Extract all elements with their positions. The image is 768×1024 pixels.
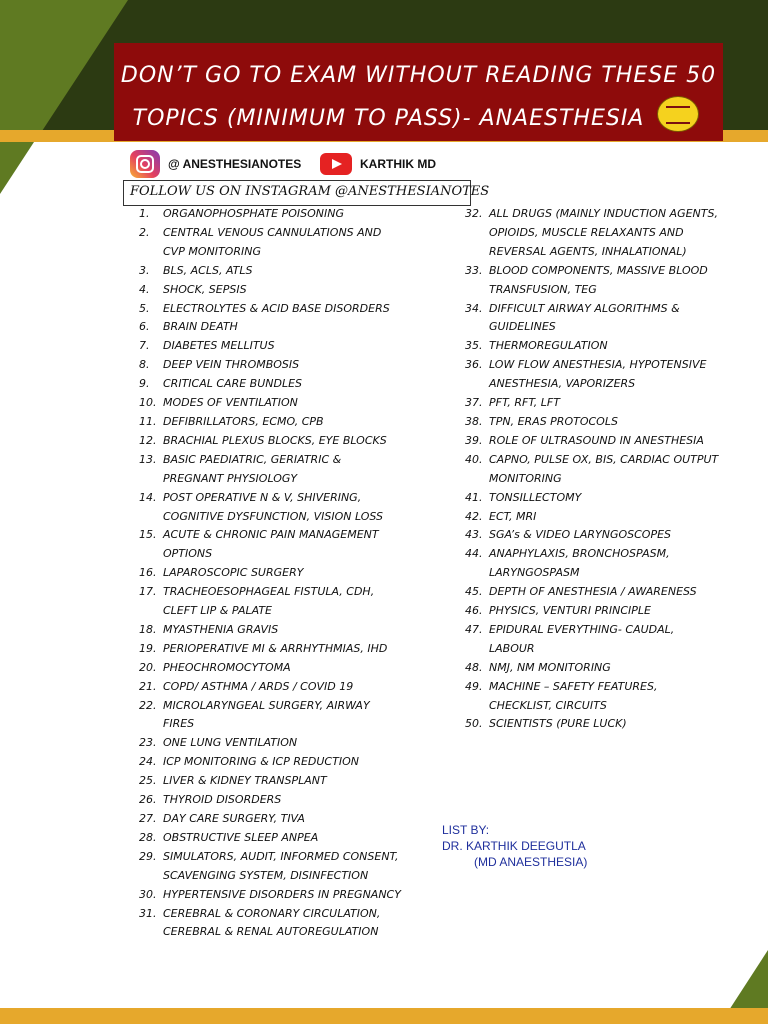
title-banner	[114, 43, 723, 141]
author-name: DR. KARTHIK DEEGUTLA	[442, 839, 586, 853]
topic-number: 2.	[139, 225, 150, 239]
topic-number: 32.	[465, 207, 483, 220]
topic-text: ROLE OF ULTRASOUND IN ANESTHESIA	[489, 433, 704, 447]
topic-item	[139, 451, 401, 489]
topic-text: BRACHIAL PLEXUS BLOCKS, EYE BLOCKS	[163, 433, 387, 447]
instagram-icon	[130, 150, 160, 178]
topic-number: 42.	[465, 509, 483, 523]
signature-label: LIST BY:	[442, 823, 490, 837]
topic-number: 41.	[465, 490, 483, 504]
topic-text: POST OPERATIVE N & V, SHIVERING, COGNITIVE DYSFUNCTION, VISION LOSS	[163, 490, 383, 523]
topic-item	[465, 545, 721, 583]
topic-number: 7.	[139, 339, 150, 353]
topic-item	[465, 262, 721, 300]
topic-item	[139, 413, 401, 432]
topic-item	[139, 356, 401, 375]
topic-item	[139, 791, 401, 810]
topic-text: MODES OF VENTILATION	[163, 396, 298, 410]
topic-item	[465, 715, 721, 734]
topic-text: ALL DRUGS (MAINLY INDUCTION AGENTS, OPIOIDS, MUSCLE RELAXANTS AND REVERSAL AGENTS, INHALATIONAL)	[489, 207, 718, 258]
topic-number: 50.	[465, 717, 483, 731]
topic-number: 28.	[139, 830, 157, 844]
topic-number: 39.	[465, 433, 483, 447]
topic-number: 15.	[139, 528, 157, 542]
topic-item	[139, 659, 401, 678]
topic-item	[465, 659, 721, 678]
topic-item	[139, 281, 401, 300]
topic-item	[139, 678, 401, 697]
topic-text: SHOCK, SEPSIS	[163, 282, 247, 296]
decorative-green-corner	[0, 142, 34, 194]
topic-number: 9.	[139, 377, 150, 391]
topic-text: MYASTHENIA GRAVIS	[163, 622, 279, 636]
topic-text: NMJ, NM MONITORING	[489, 660, 611, 674]
instagram-link[interactable]	[130, 150, 301, 178]
topic-item	[465, 432, 721, 451]
topic-text: DIFFICULT AIRWAY ALGORITHMS & GUIDELINES	[489, 301, 680, 334]
topic-text: PERIOPERATIVE MI & ARRHYTHMIAS, IHD	[163, 641, 388, 655]
topic-item	[139, 583, 401, 621]
topic-item	[139, 205, 401, 224]
topic-number: 20.	[139, 660, 157, 674]
topic-number: 19.	[139, 641, 157, 655]
topic-number: 3.	[139, 263, 150, 277]
topic-number: 48.	[465, 660, 483, 674]
topic-item	[465, 489, 721, 508]
topic-text: SGA’s & VIDEO LARYNGOSCOPES	[489, 528, 672, 542]
topic-text: BLOOD COMPONENTS, MASSIVE BLOOD TRANSFUSION, TEG	[489, 263, 708, 296]
topic-text: TRACHEOESOPHAGEAL FISTULA, CDH, CLEFT LIP & PALATE	[163, 585, 375, 618]
topic-item	[465, 394, 721, 413]
topic-text: DEEP VEIN THROMBOSIS	[163, 358, 300, 372]
decorative-gold-band-bottom	[0, 1008, 768, 1024]
topic-number: 26.	[139, 793, 157, 807]
topic-text: THERMOREGULATION	[489, 339, 608, 353]
topic-item	[465, 300, 721, 338]
topic-item	[465, 337, 721, 356]
topics-list-right	[465, 205, 721, 734]
topic-item	[139, 375, 401, 394]
topic-item	[139, 300, 401, 319]
topic-item	[139, 564, 401, 583]
topic-item	[139, 224, 401, 262]
topic-number: 35.	[465, 339, 483, 353]
topic-item	[139, 526, 401, 564]
topic-item	[139, 886, 401, 905]
topic-text: THYROID DISORDERS	[163, 793, 282, 807]
youtube-icon	[320, 153, 352, 175]
topic-item	[139, 262, 401, 281]
topic-item	[465, 678, 721, 716]
topic-item	[139, 753, 401, 772]
topic-text: SCIENTISTS (PURE LUCK)	[489, 717, 627, 731]
follow-us-box: FOLLOW US ON INSTAGRAM @ANESTHESIANOTES	[123, 180, 471, 206]
topic-text: ACUTE & CHRONIC PAIN MANAGEMENT OPTIONS	[163, 528, 379, 561]
topic-item	[139, 640, 401, 659]
topic-number: 30.	[139, 887, 157, 901]
topic-text: TONSILLECTOMY	[489, 490, 582, 504]
topic-item	[139, 829, 401, 848]
topic-text: LAPAROSCOPIC SURGERY	[163, 566, 304, 580]
topic-number: 45.	[465, 585, 483, 599]
topic-number: 5.	[139, 301, 150, 315]
topic-text: CRITICAL CARE BUNDLES	[163, 377, 303, 391]
topic-text: MICROLARYNGEAL SURGERY, AIRWAY FIRES	[163, 698, 370, 731]
instagram-handle: @ ANESTHESIANOTES	[168, 157, 302, 171]
topic-item	[465, 356, 721, 394]
topic-number: 38.	[465, 414, 483, 428]
topic-item	[139, 318, 401, 337]
topic-item	[139, 772, 401, 791]
topic-number: 17.	[139, 585, 157, 599]
author-degree: (MD ANAESTHESIA)	[474, 855, 588, 869]
topic-item	[465, 451, 721, 489]
topic-text: HYPERTENSIVE DISORDERS IN PREGNANCY	[163, 887, 401, 901]
youtube-link[interactable]	[320, 150, 436, 178]
topic-number: 10.	[139, 396, 157, 410]
title-line-1: DON’T GO TO EXAM WITHOUT READING THESE 50	[120, 63, 717, 88]
topic-number: 44.	[465, 547, 483, 561]
topic-text: PHYSICS, VENTURI PRINCIPLE	[489, 604, 651, 618]
topic-item	[465, 526, 721, 545]
topic-item	[139, 489, 401, 527]
topic-item	[139, 337, 401, 356]
topic-item	[465, 413, 721, 432]
topic-number: 27.	[139, 812, 157, 825]
topic-text: DAY CARE SURGERY, TIVA	[163, 812, 305, 825]
topic-number: 13.	[139, 452, 157, 466]
topic-text: LIVER & KIDNEY TRANSPLANT	[163, 774, 327, 788]
topic-number: 49.	[465, 679, 483, 693]
topic-item	[139, 905, 401, 943]
topic-text: LOW FLOW ANESTHESIA, HYPOTENSIVE ANESTHESIA, VAPORIZERS	[489, 358, 707, 391]
topic-number: 43.	[465, 528, 483, 542]
topic-number: 11.	[139, 414, 157, 428]
topic-number: 33.	[465, 263, 483, 277]
topic-number: 14.	[139, 490, 157, 504]
topic-item	[465, 621, 721, 659]
topic-number: 4.	[139, 282, 150, 296]
topic-text: BLS, ACLS, ATLS	[163, 263, 253, 277]
topic-item	[139, 734, 401, 753]
topic-number: 16.	[139, 566, 157, 580]
topic-text: DEPTH OF ANESTHESIA / AWARENESS	[489, 585, 697, 599]
topic-text: MACHINE – SAFETY FEATURES, CHECKLIST, CIRCUITS	[489, 679, 658, 712]
topic-text: CAPNO, PULSE OX, BIS, CARDIAC OUTPUT MONITORING	[489, 452, 719, 485]
topic-item	[139, 697, 401, 735]
topic-text: SIMULATORS, AUDIT, INFORMED CONSENT, SCAVENGING SYSTEM, DISINFECTION	[163, 849, 399, 882]
topic-number: 47.	[465, 622, 483, 636]
topic-item	[139, 432, 401, 451]
topic-number: 6.	[139, 320, 150, 334]
topic-item	[139, 394, 401, 413]
title-line-2: TOPICS (MINIMUM TO PASS)- ANAESTHESIA	[132, 106, 645, 131]
topic-text: BASIC PAEDIATRIC, GERIATRIC & PREGNANT PHYSIOLOGY	[163, 452, 342, 485]
topic-text: PHEOCHROMOCYTOMA	[163, 660, 291, 674]
topics-list-left	[139, 205, 401, 942]
topic-text: ICP MONITORING & ICP REDUCTION	[163, 755, 359, 769]
topic-text: ELECTROLYTES & ACID BASE DISORDERS	[163, 301, 390, 315]
topic-text: BRAIN DEATH	[163, 320, 238, 334]
topic-number: 25.	[139, 774, 157, 788]
topic-text: TPN, ERAS PROTOCOLS	[489, 414, 618, 428]
topic-number: 46.	[465, 604, 483, 618]
youtube-channel-name: KARTHIK MD	[360, 157, 436, 171]
topic-item	[139, 810, 401, 829]
topic-text: ECT, MRI	[489, 509, 537, 523]
topic-number: 18.	[139, 622, 157, 636]
topic-number: 34.	[465, 301, 483, 315]
author-signature	[442, 822, 587, 870]
topic-number: 12.	[139, 433, 157, 447]
topic-text: CEREBRAL & CORONARY CIRCULATION, CEREBRAL & RENAL AUTOREGULATION	[163, 906, 381, 939]
topic-number: 29.	[139, 849, 157, 863]
topic-item	[465, 205, 721, 262]
topic-number: 31.	[139, 906, 157, 920]
topic-number: 8.	[139, 358, 150, 372]
topic-text: PFT, RFT, LFT	[489, 396, 560, 410]
topic-number: 23.	[139, 736, 157, 750]
topic-number: 1.	[139, 207, 150, 220]
topic-text: EPIDURAL EVERYTHING- CAUDAL, LABOUR	[489, 622, 675, 655]
topic-item	[465, 602, 721, 621]
topic-text: ANAPHYLAXIS, BRONCHOSPASM, LARYNGOSPASM	[489, 547, 670, 580]
topic-number: 24.	[139, 755, 157, 769]
topic-text: ONE LUNG VENTILATION	[163, 736, 298, 750]
topic-text: DEFIBRILLATORS, ECMO, CPB	[163, 414, 324, 428]
topic-item	[139, 621, 401, 640]
topic-text: ORGANOPHOSPHATE POISONING	[163, 207, 344, 220]
topic-text: CENTRAL VENOUS CANNULATIONS AND CVP MONITORING	[163, 225, 382, 258]
topic-number: 37.	[465, 396, 483, 410]
topic-number: 36.	[465, 358, 483, 372]
topic-text: DIABETES MELLITUS	[163, 339, 275, 353]
topic-number: 40.	[465, 452, 483, 466]
topic-item	[139, 848, 401, 886]
topic-text: OBSTRUCTIVE SLEEP ANPEA	[163, 830, 319, 844]
topic-text: COPD/ ASTHMA / ARDS / COVID 19	[163, 679, 354, 693]
anesthesia-notes-logo-icon	[657, 96, 699, 132]
topic-number: 21.	[139, 679, 157, 693]
topic-item	[465, 583, 721, 602]
topic-number: 22.	[139, 698, 157, 712]
topic-item	[465, 508, 721, 527]
